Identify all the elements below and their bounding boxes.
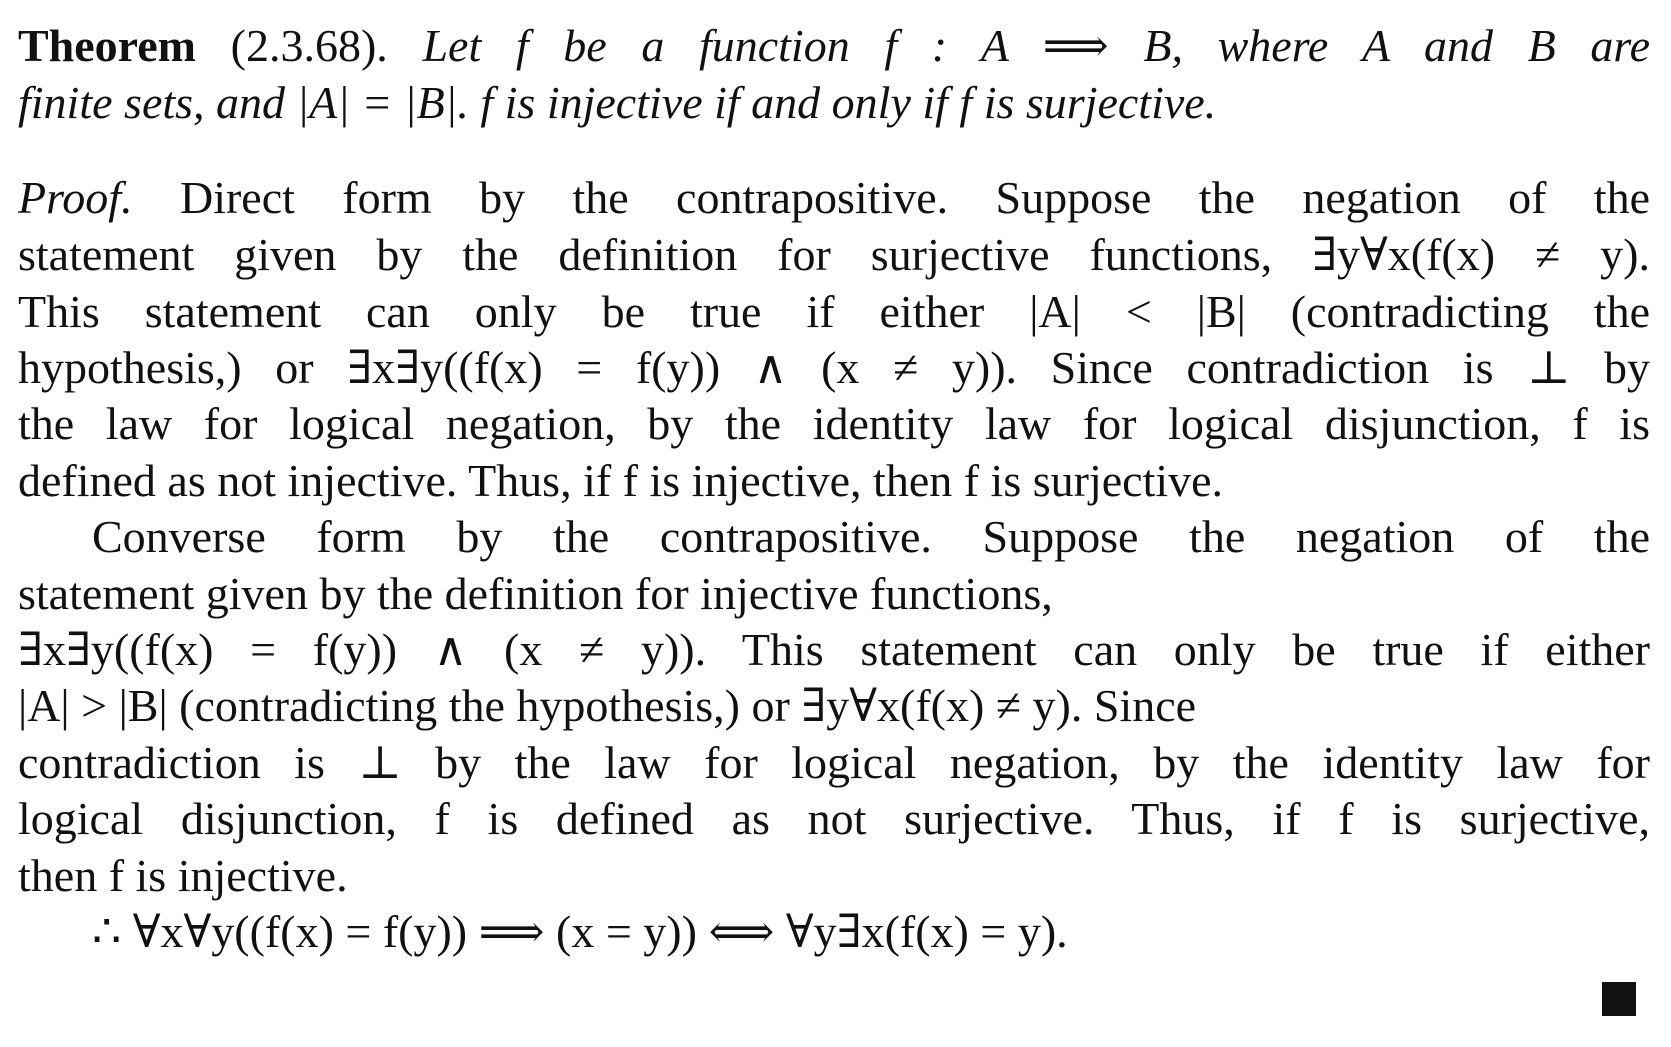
theorem-number: (2.3.68).	[230, 20, 388, 71]
theorem-line-1	[18, 16, 1650, 76]
theorem-line-2: finite sets, and |A| = |B|. f is injective if and only if f is surjective.	[18, 77, 1217, 128]
qed-square-icon	[1602, 982, 1636, 1016]
proof-line-1	[18, 168, 1650, 228]
proof-label: Proof.	[18, 172, 133, 223]
proof-line-8: statement given by the definition for injective functions,	[18, 568, 1053, 619]
proof-line-10: |A| > |B| (contradicting the hypothesis,) or ∃y∀x(f(x) ≠ y). Since	[18, 680, 1197, 731]
theorem-statement-part-1: Let f be a function f : A ⟹ B, where A and B are	[422, 20, 1651, 71]
proof-line-3: This statement can only be true if either |A| < |B| (contradicting the	[18, 286, 1650, 337]
theorem-label: Theorem	[18, 20, 197, 71]
proof-line-13: then f is injective.	[18, 850, 348, 901]
proof-line-5: the law for logical negation, by the identity law for logical disjunction, f is	[18, 398, 1650, 449]
proof-line-11: contradiction is ⊥ by the law for logical negation, by the identity law for	[18, 737, 1650, 788]
proof-conclusion: ∴ ∀x∀y((f(x) = f(y)) ⟹ (x = y)) ⟺ ∀y∃x(f(x) = y).	[92, 906, 1068, 957]
proof-line-12: logical disjunction, f is defined as not surjective. Thus, if f is surjective,	[18, 793, 1650, 844]
proof-line-7: Converse form by the contrapositive. Suppose the negation of the	[92, 511, 1650, 562]
proof-line-9: ∃x∃y((f(x) = f(y)) ∧ (x ≠ y)). This statement can only be true if either	[18, 624, 1650, 675]
proof-text-1: Direct form by the contrapositive. Suppose the negation of the	[179, 172, 1651, 223]
proof-line-6: defined as not injective. Thus, if f is injective, then f is surjective.	[18, 455, 1224, 506]
proof-line-2: statement given by the definition for surjective functions, ∃y∀x(f(x) ≠ y).	[18, 229, 1650, 280]
proof-line-4: hypothesis,) or ∃x∃y((f(x) = f(y)) ∧ (x ≠ y)). Since contradiction is ⊥ by	[18, 342, 1650, 393]
